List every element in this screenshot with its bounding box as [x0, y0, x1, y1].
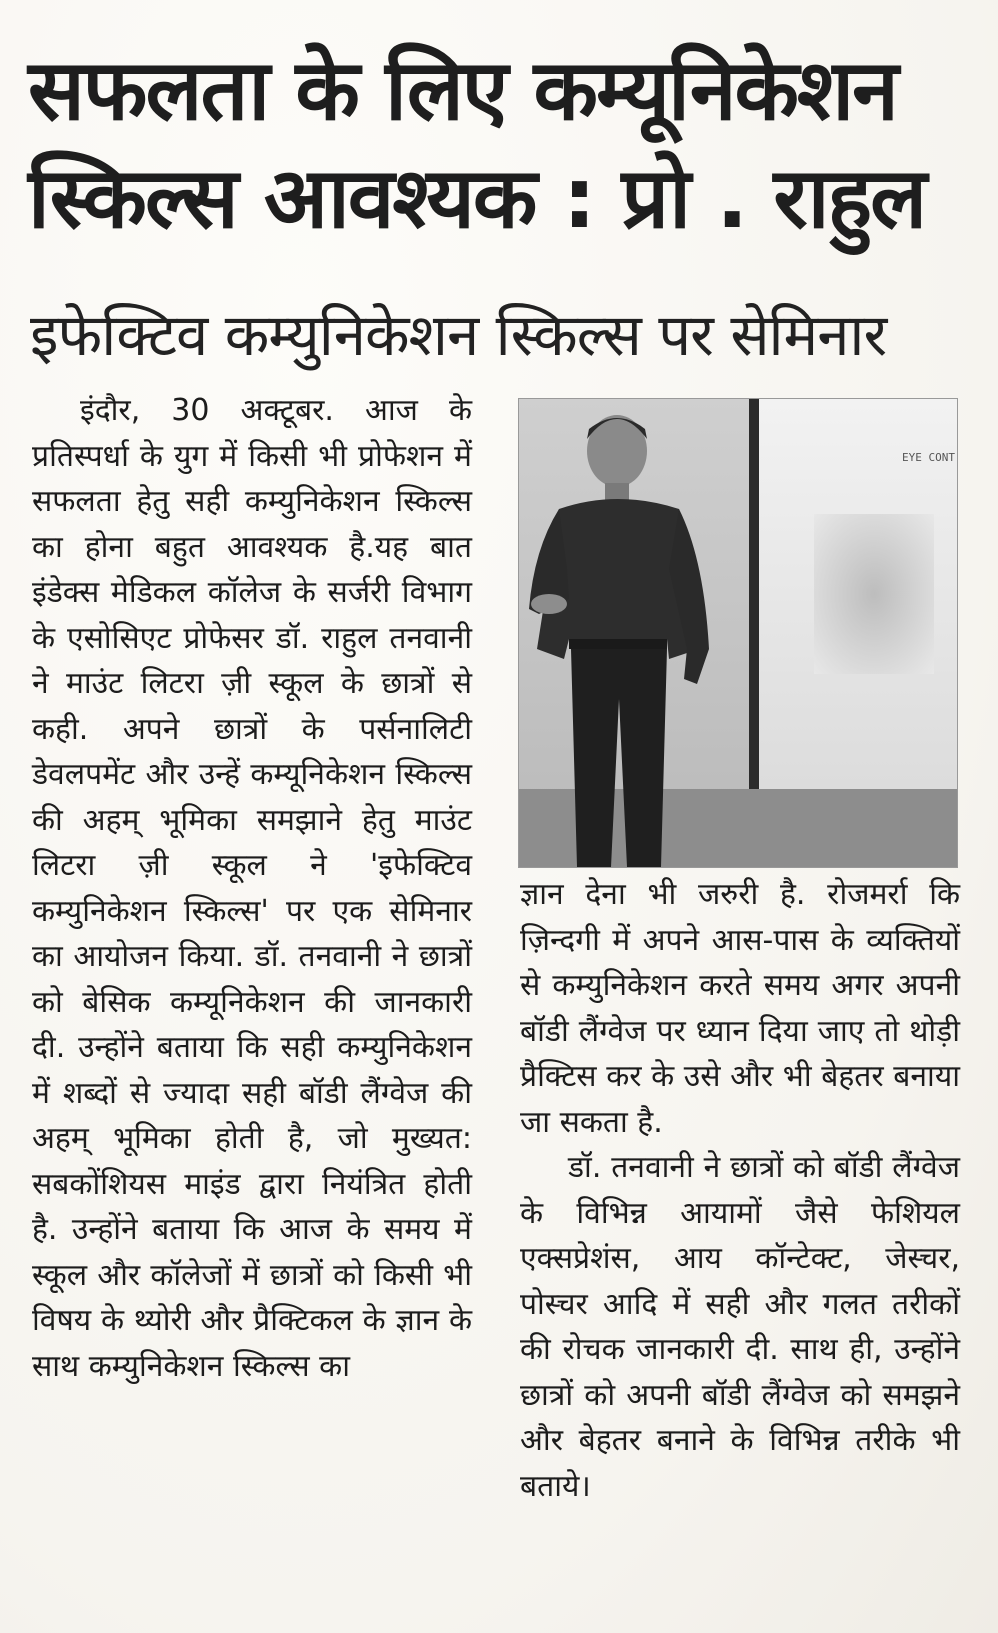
seminar-photo — [518, 398, 958, 868]
headline-line-2: स्किल्स आवश्यक : प्रो . राहुल — [28, 149, 926, 247]
subheadline: इफेक्टिव कम्युनिकेशन स्किल्स पर सेमिनार — [30, 301, 887, 369]
headline-line-1: सफलता के लिए कम्यूनिकेशन — [28, 41, 897, 139]
slide-image — [814, 514, 934, 674]
article-right-column — [520, 872, 960, 1509]
article-paragraph-1: इंदौर, 30 अक्टूबर. आज के प्रतिस्पर्धा के युग में किसी भी प्रोफेशन में सफलता हेतु सही कम्युनिकेशन स्किल्स का होना बहुत आवश्यक है.यह बात इंडेक्स मेडिकल कॉलेज के सर्जरी विभाग के एसोसिएट प्रोफेसर डॉ. राहुल तनवानी ने माउंट लिटरा ज़ी स्कूल के छात्रों से कही. अपने छात्रों के पर्सनालिटी डेवलपमेंट और उन्हें कम्यूनिकेशन स्किल्स की अहम् भूमिका समझाने हेतु माउंट लिटरा ज़ी स्कूल ने 'इफेक्टिव कम्युनिकेशन स्किल्स' पर एक सेमिनार का आयोजन किया. डॉ. तनवानी ने छात्रों को बेसिक कम्यूनिकेशन की जानकारी दी. उन्होंने बताया कि सही कम्युनिकेशन में शब्दों से ज्यादा सही बॉडी लैंग्वेज की अहम् भूमिका होती है, जो मुख्यत: सबकोंशियस माइंड द्वारा नियंत्रित होती है. उन्होंने बताया कि आज के समय में स्कूल और कॉलेजों में छात्रों को किसी भी विषय के थ्योरी और प्रैक्टिकल के ज्ञान के साथ कम्युनिकेशन स्किल्स का — [32, 393, 472, 1384]
projection-screen — [749, 399, 958, 799]
article-paragraph-2: ज्ञान देना भी जरुरी है. रोजमर्रा कि ज़िन्दगी में अपने आस-पास के व्यक्तियों से कम्युनिकेशन करते समय अगर अपनी बॉडी लैंग्वेज पर ध्यान दिया जाए तो थोड़ी प्रैक्टिस कर के उसे और भी बेहतर बनाया जा सकता है. — [520, 877, 960, 1140]
article-left-column — [32, 388, 472, 1389]
screen-slide-title: EYE CONT — [902, 451, 955, 464]
speaker-figure — [519, 399, 769, 867]
article-paragraph-3: डॉ. तनवानी ने छात्रों को बॉडी लैंग्वेज के विभिन्न आयामों जैसे फेशियल एक्सप्रेशंस, आय कॉन्टेक्ट, जेस्चर, पोस्चर आदि में सही और गलत तरीकों की रोचक जानकारी दी. साथ ही, उन्होंने छात्रों को अपनी बॉडी लैंग्वेज को समझने और बेहतर बनाने के विभिन्न तरीके भी बताये। — [520, 1150, 960, 1504]
